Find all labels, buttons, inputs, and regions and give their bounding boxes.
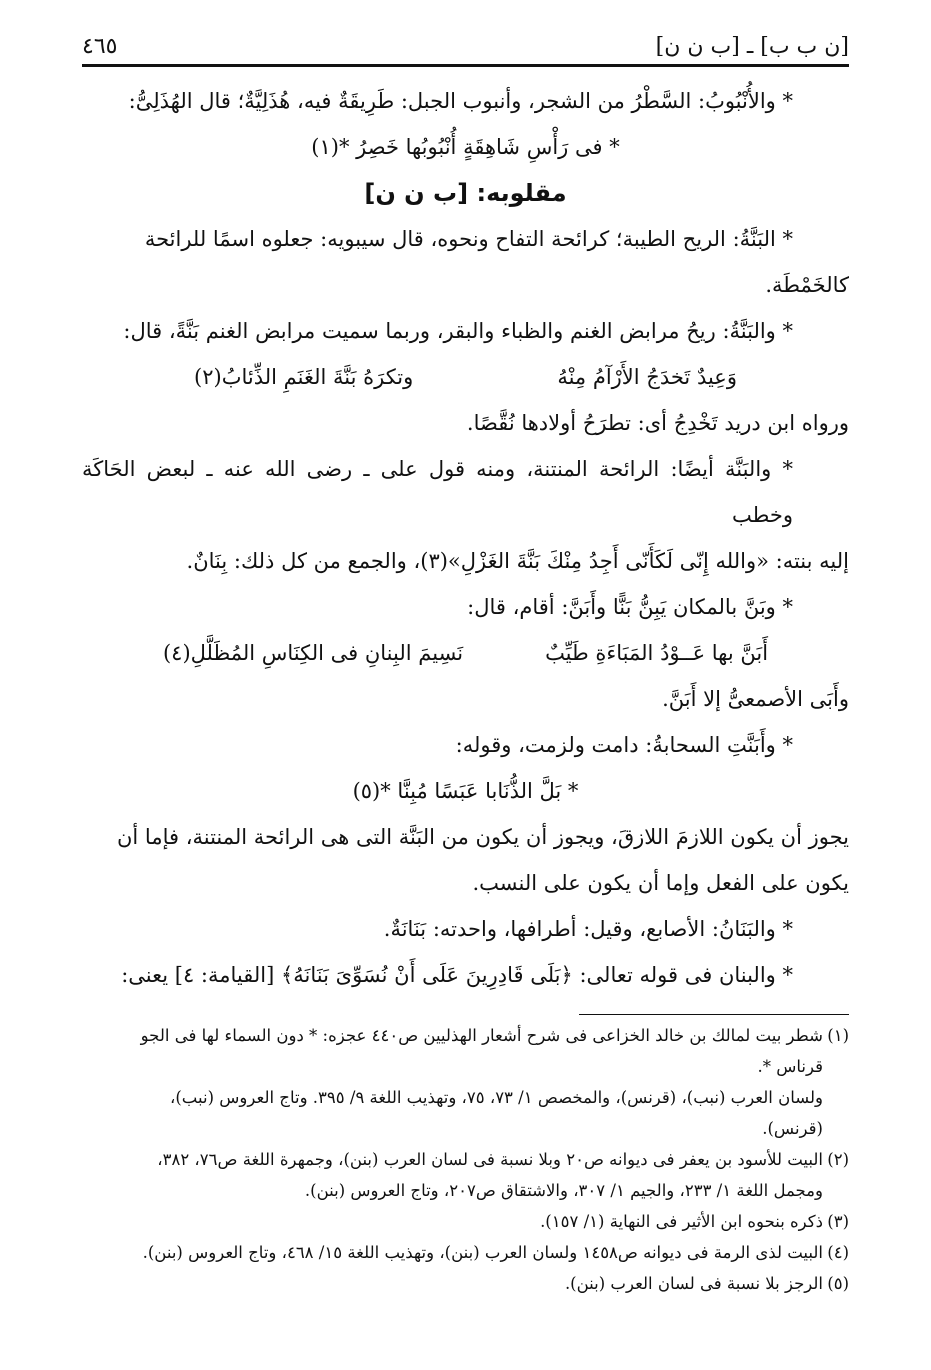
footnote-number: (١) — [827, 1026, 849, 1045]
footnote — [82, 1206, 849, 1237]
section-heading: مقلوبه: [ب ن ن] — [364, 179, 567, 207]
footnote-continuation: قرناس *. — [757, 1057, 823, 1076]
footnote-text: البيت للأسود بن يعفر فى ديوانه ص٢٠ وبلا نسبة فى لسان العرب (بنن)، وجمهرة اللغة ص٧٦، ٣٨٢، — [157, 1150, 823, 1169]
text-line: * البَنَّةُ: الريح الطيبة؛ كرائحة التفاح ونحوه، قال سيبويه: جعلوه اسمًا للرائحة — [144, 227, 793, 251]
footnote-number: (٣) — [827, 1212, 849, 1231]
footnote — [82, 1237, 849, 1268]
text-line: * وبَنَّ بالمكان يَبِنُّ بَنًّا وأَبَنَّ: أقام، قال: — [467, 595, 793, 619]
verse-line — [82, 354, 849, 400]
footnote-number: (٤) — [827, 1243, 849, 1262]
footnote-text: شطر بيت لمالك بن خالد الخزاعى فى شرح أشعار الهذليين ص٤٤٠ عجزه: * دون السماء لها فى الجو — [140, 1026, 823, 1045]
text-line: * والبَنَّةُ: ريحُ مرابض الغنم والظباء والبقر، وربما سميت مرابض الغنم بَنَّةً، قال: — [123, 319, 793, 343]
footnote-continuation: (قرنس). — [762, 1119, 823, 1138]
footnote-number: (٢) — [827, 1150, 849, 1169]
footnote-continuation: ولسان العرب (نبب)، (قرنس)، والمخصص ١/ ٧٣، ٧٥، وتهذيب اللغة ٩/ ٣٩٥. وتاج العروس (نبب)، — [170, 1088, 823, 1107]
text-line: وأَبَى الأصمعىُّ إلا أَبَنَّ. — [662, 687, 849, 711]
footnote — [82, 1268, 849, 1299]
verse-first-hemistich: وَعِيدٌ تَخدَجُ الأَرْآمُ مِنْهُ — [557, 365, 737, 389]
text-line: ورواه ابن دريد تَخْدِجُ أى: تطرَحُ أولادها نُقَّصًا. — [466, 411, 849, 435]
verse-second-hemistich: نَسِيمَ البِنانِ فى الكِنَاسِ المُظَلَّلِ(٤) — [162, 641, 464, 665]
footnote — [82, 1020, 849, 1051]
footnote-text: البيت لذى الرمة فى ديوانه ص١٤٥٨ ولسان العرب (بنن)، وتهذيب اللغة ١٥/ ٤٦٨، وتاج العروس (بنن). — [142, 1243, 823, 1262]
footnote — [82, 1144, 849, 1175]
header-rule — [82, 64, 849, 67]
verse-first-hemistich: أَبَنَّ بها عَــوْدُ المَبَاءَةِ طَيِّبٌ — [545, 641, 769, 665]
main-text — [82, 78, 849, 998]
verse-line — [82, 630, 849, 676]
footnote-text: ذكره بنحوه ابن الأثير فى النهاية (١/ ١٥٧). — [540, 1212, 823, 1231]
text-line: يكون على الفعل وإما أن يكون على النسب. — [472, 871, 849, 895]
text-line: * وأَبَنَّتِ السحابةُ: دامت ولزمت، وقوله: — [455, 733, 793, 757]
footnote-text: الرجز بلا نسبة فى لسان العرب (بنن). — [564, 1274, 823, 1293]
text-line: إليه بنته: «والله إِنّى لَكَأَنّى أَجِدُ مِنْكَ بَنَّةَ الغَزْلِ»(٣)، والجمع من كل ذلك: بِنَانٌ. — [186, 549, 849, 573]
page-number: ٤٦٥ — [82, 33, 118, 59]
text-line: * والأُنْبُوبُ: السَّطْرُ من الشجر، وأنبوب الجبل: طَرِيقَةٌ فيه، هُذَلِيَّةٌ؛ قال الهُذَلِىُّ: — [128, 89, 793, 113]
footnote-number: (٥) — [827, 1274, 849, 1293]
verse-line: * بَلَّ الذُّنَابا عَبَسًا مُبِنَّا *(٥) — [352, 779, 579, 803]
text-line: * والبَنَّة أيضًا: الرائحة المنتنة، ومنه قول على ـ رضى الله عنه ـ لبعض الحَاكَة وخطب — [82, 457, 793, 527]
running-header — [82, 30, 849, 62]
verse-second-hemistich: وتكرَهُ بَنَّةَ الغَنَمِ الذِّئابُ(٢) — [194, 365, 414, 389]
footnote-continuation: ومجمل اللغة ١/ ٢٣٣، والجيم ١/ ٣٠٧، والاشتقاق ص٢٠٧، وتاج العروس (بنن). — [304, 1181, 823, 1200]
header-root: [ن ب ب] ـ [ب ن ن] — [655, 33, 849, 59]
text-line: يجوز أن يكون اللازمَ اللازقَ، ويجوز أن يكون من البَنَّة التى هى الرائحة المنتنة، فإما أن — [117, 825, 849, 849]
footnotes — [82, 1020, 849, 1299]
text-line: كالخَمْطَة. — [765, 273, 849, 297]
text-line: * والبنان فى قوله تعالى: ﴿بَلَى قَادِرِينَ عَلَى أَنْ نُسَوِّىَ بَنَانَهُ﴾ [القيامة: ٤] يعنى: — [121, 963, 793, 987]
verse-line: * فى رَأْسِ شَاهِقَةٍ أُنْبُوبُها خَصِرُ *(١) — [311, 135, 620, 159]
text-line: * والبَنَانُ: الأصابع، وقيل: أطرافها، واحدته: بَنَانَةٌ. — [383, 917, 793, 941]
footnote-rule — [579, 1014, 849, 1015]
